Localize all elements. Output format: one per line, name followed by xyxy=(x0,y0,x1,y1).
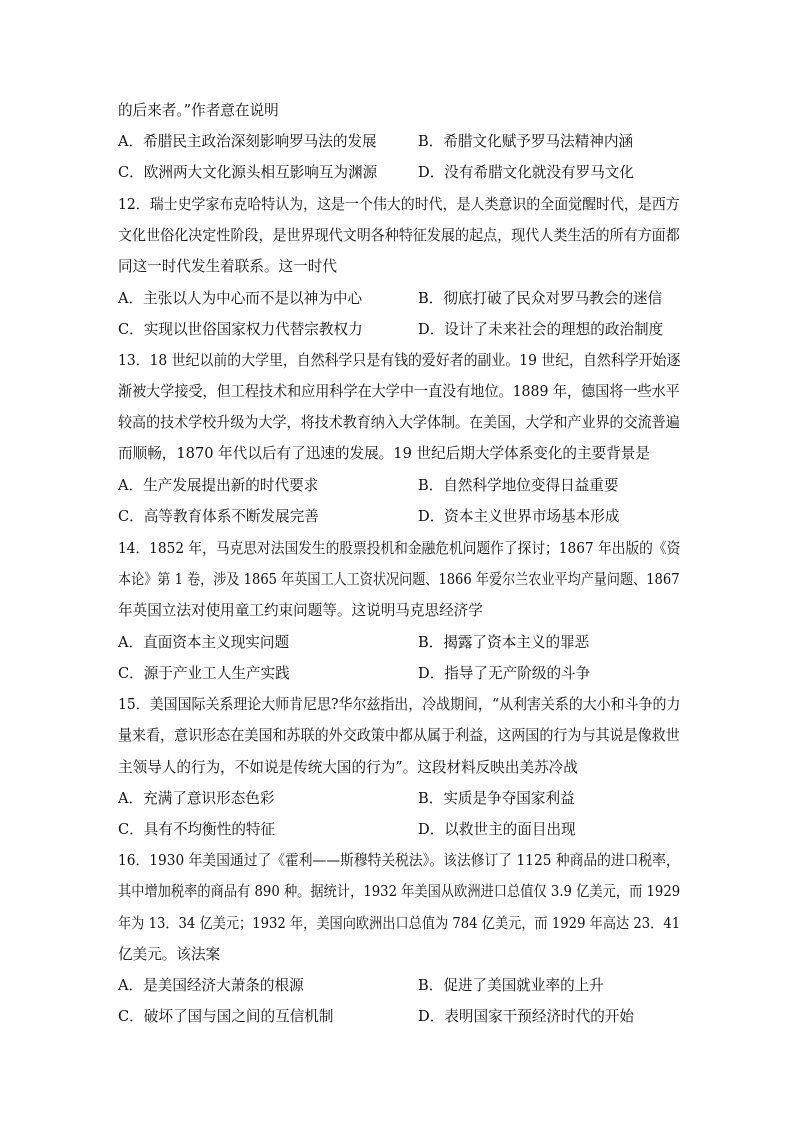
q11-option-d: D．没有希腊文化就没有罗马文化 xyxy=(418,164,635,181)
q15-option-b: B．实质是争夺国家利益 xyxy=(418,790,575,807)
q16-stem-line: 其中增加税率的商品有 890 种。据统计，1932 年美国从欧洲进口总值仅 3.9 亿美元，而 1929 xyxy=(118,883,681,900)
q13-option-b: B．自然科学地位变得日益重要 xyxy=(418,477,619,494)
q14-option-a: A．直面资本主义现实问题 xyxy=(118,634,290,651)
q15-stem-line: 主领导人的行为，不如说是传统大国的行为”。这段材料反映出美苏冷战 xyxy=(118,759,578,776)
q16-option-d: D．表明国家干预经济时代的开始 xyxy=(418,1008,635,1025)
q16-option-a: A．是美国经济大萧条的根源 xyxy=(118,977,304,994)
q12-option-c: C．实现以世俗国家权力代替宗教权力 xyxy=(118,321,363,338)
q14-option-c: C．源于产业工人生产实践 xyxy=(118,665,290,682)
q13-option-a: A．生产发展提出新的时代要求 xyxy=(118,477,319,494)
q11-option-a: A．希腊民主政治深刻影响罗马法的发展 xyxy=(118,133,377,150)
q16-option-c: C．破坏了国与国之间的互信机制 xyxy=(118,1008,334,1025)
q14-option-d: D．指导了无产阶级的斗争 xyxy=(418,665,591,682)
q15-stem-line: 量来看，意识形态在美国和苏联的外交政策中都从属于利益，这两国的行为与其说是像救世 xyxy=(118,727,680,744)
q11-option-b: B．希腊文化赋予罗马法精神内涵 xyxy=(418,133,634,150)
question-11-stem-tail: 的后来者。”作者意在说明 xyxy=(118,102,279,119)
q14-stem-line: 14．1852 年，马克思对法国发生的股票投机和金融危机问题作了探讨；1867 年出版的《资 xyxy=(118,540,681,557)
q12-stem-line: 文化世俗化决定性阶段，是世界现代文明各种特征发展的起点，现代人类生活的所有方面都 xyxy=(118,227,680,244)
q13-option-d: D．资本主义世界市场基本形成 xyxy=(418,508,620,525)
q12-option-b: B．彻底打破了民众对罗马教会的迷信 xyxy=(418,290,663,307)
q16-option-b: B．促进了美国就业率的上升 xyxy=(418,977,604,994)
q15-stem-line: 15．美国国际关系理论大师肯尼思?华尔兹指出，冷战期间，“从利害关系的大小和斗争的力 xyxy=(118,696,681,713)
q12-stem-line: 12．瑞士史学家布克哈特认为，这是一个伟大的时代，是人类意识的全面觉醒时代，是西方 xyxy=(118,196,680,213)
q15-option-d: D．以救世主的面目出现 xyxy=(418,821,576,838)
q14-stem-line: 本论》第 1 卷，涉及 1865 年英国工人工资状况问题、1866 年爱尔兰农业平均产量问题、1867 xyxy=(118,571,680,588)
q12-option-d: D．设计了未来社会的理想的政治制度 xyxy=(418,321,664,338)
q11-option-c: C．欧洲两大文化源头相互影响互为渊源 xyxy=(118,164,378,181)
q15-option-c: C．具有不均衡性的特征 xyxy=(118,821,276,838)
q16-stem-line: 年为 13．34 亿美元；1932 年，美国向欧洲出口总值为 784 亿美元，而 1929 年高达 23．41 xyxy=(118,915,681,932)
q16-stem-line: 亿美元。该法案 xyxy=(118,946,221,963)
q12-stem-line: 同这一时代发生着联系。这一时代 xyxy=(118,258,337,275)
q13-option-c: C．高等教育体系不断发展完善 xyxy=(118,508,319,525)
q13-stem-line: 13．18 世纪以前的大学里，自然科学只是有钱的爱好者的副业。19 世纪，自然科学开始逐 xyxy=(118,352,681,369)
q14-stem-line: 年英国立法对使用童工约束问题等。这说明马克思经济学 xyxy=(118,602,483,619)
q15-option-a: A．充满了意识形态色彩 xyxy=(118,790,275,807)
q16-stem-line: 16．1930 年美国通过了《霍利——斯穆特关税法》。该法修订了 1125 种商品的进口税率， xyxy=(118,852,680,869)
q13-stem-line: 较高的技术学校升级为大学，将技术教育纳入大学体制。在美国，大学和产业界的交流普遍 xyxy=(118,414,680,431)
q13-stem-line: 渐被大学接受，但工程技术和应用科学在大学中一直没有地位。1889 年，德国将一些水平 xyxy=(118,383,680,400)
q14-option-b: B．揭露了资本主义的罪恶 xyxy=(418,634,590,651)
q13-stem-line: 而顺畅，1870 年代以后有了迅速的发展。19 世纪后期大学体系变化的主要背景是 xyxy=(118,445,650,462)
q12-option-a: A．主张以人为中心而不是以神为中心 xyxy=(118,290,363,307)
